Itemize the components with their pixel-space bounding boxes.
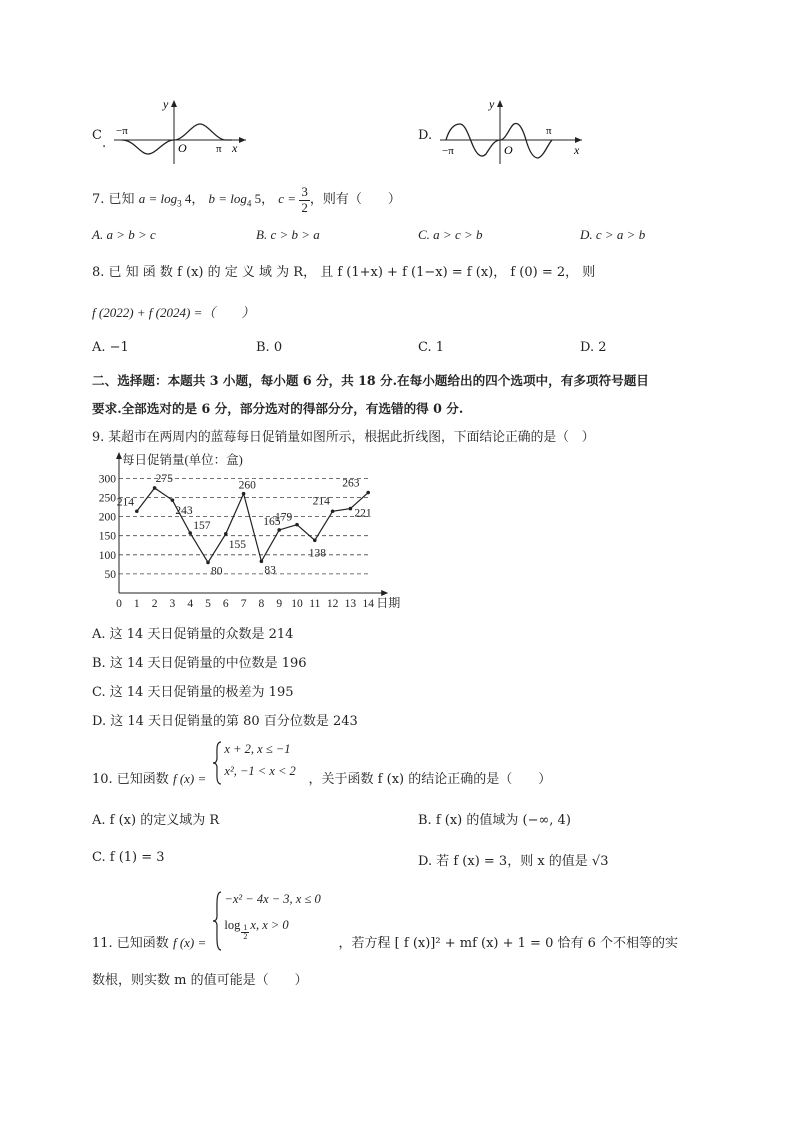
case-1: −x² − 4x − 3, x ≤ 0 [224, 892, 321, 906]
data-label: 80 [211, 565, 223, 578]
q7-option-c[interactable]: C. a > c > b [418, 227, 483, 242]
x-tick-label: 9 [276, 598, 283, 610]
data-point [224, 532, 228, 536]
c-definition: c = $\frac{3}{2}$ [278, 184, 308, 215]
data-point [313, 538, 317, 542]
q8-option-a[interactable]: A. −1 [92, 340, 129, 355]
x-tick-label: 1 [133, 598, 140, 610]
data-label: 165 [263, 515, 281, 528]
case-2: log $\frac{1}{2}$ x, x > 0 [224, 918, 289, 941]
x-tick-label: 7 [240, 598, 247, 610]
q7-option-a[interactable]: A. a > b > c [92, 227, 156, 242]
q10-option-a[interactable]: A. f (x) 的定义域为 R [92, 813, 220, 828]
c-fraction: $\frac{3}{2}$ [301, 184, 308, 215]
q7-prefix: 7. 已知 [92, 192, 135, 207]
data-point [260, 559, 264, 563]
q9-option-d[interactable]: D. 这 14 天日促销量的第 80 百分位数是 243 [92, 714, 358, 729]
origin-label: O [178, 141, 187, 155]
data-label: 263 [342, 477, 360, 490]
x-tick-label: 3 [169, 598, 176, 610]
x-axis-label: x [232, 141, 238, 155]
x-tick-label: 13 [344, 598, 357, 610]
x-tick-label: 5 [205, 598, 211, 610]
x-axis-title: 日期 [376, 596, 401, 610]
data-point [206, 561, 210, 565]
data-point [135, 509, 139, 513]
option-label: C [92, 128, 102, 143]
sine-graph-c [110, 96, 250, 166]
option-dot: . [102, 136, 107, 151]
data-point [349, 507, 353, 511]
x-tick-label: 14 [362, 598, 374, 610]
q9-option-a[interactable]: A. 这 14 天日促销量的众数是 214 [92, 627, 294, 642]
sine-graph-d [436, 96, 586, 166]
data-point [295, 523, 299, 527]
data-label: 214 [312, 495, 330, 508]
y-tick-label: 250 [98, 492, 116, 505]
data-point [242, 492, 246, 496]
data-point [171, 498, 175, 502]
log-base-fraction: $\frac{1}{2}$ [243, 922, 248, 941]
x-axis-label: x [574, 143, 580, 157]
x-tick-label: 10 [291, 598, 303, 610]
data-point [366, 491, 370, 495]
section-heading-line2: 要求.全部选对的是 6 分，部分选对的得部分分，有选错的得 0 分. [92, 401, 464, 416]
pi-label: π [216, 143, 222, 155]
q6-option-c[interactable] [92, 96, 252, 168]
q8-option-c[interactable]: C. 1 [418, 340, 445, 355]
y-tick-label: 100 [98, 549, 116, 562]
y-tick-label: 150 [98, 530, 116, 543]
data-label: 275 [155, 472, 173, 485]
neg-pi-label: −π [442, 145, 454, 157]
data-point [331, 509, 335, 513]
origin-label: O [504, 143, 513, 157]
q7-stem: 7. 已知 $a = \log_3 4$， $b = \log_4 5$， c = $\frac{3}{2}$ ，则有（ ） [92, 184, 401, 215]
chart-title: 每日促销量(单位：盒) [122, 453, 243, 467]
q8-stem-line1: 8. 已 知 函 数 f (x) 的 定 义 域 为 R， 且 f (1+x) + f (1−x) = f (x)， f (0) = 2， 则 [92, 265, 596, 280]
b-definition: $b = \log_4 5$ [208, 191, 262, 209]
case-1: x + 2, x ≤ −1 [224, 742, 291, 756]
option-label: D. [418, 128, 433, 143]
q8-option-d[interactable]: D. 2 [580, 340, 607, 355]
q9-option-b[interactable]: B. 这 14 天日促销量的中位数是 196 [92, 656, 307, 671]
data-label: 243 [175, 505, 193, 518]
x-tick-label: 11 [309, 598, 321, 610]
piecewise-cases [212, 890, 334, 952]
x-tick-label: 6 [222, 598, 229, 610]
data-label: 221 [354, 507, 372, 520]
x-tick-label: 0 [116, 598, 122, 610]
pi-label: π [546, 125, 552, 137]
y-tick-label: 200 [98, 511, 116, 524]
q10-stem: 10. 已知函数 f (x) = x + 2, x ≤ −1 x², −1 < x < 2 ，关于函数 f (x) 的结论正确的是（ ） [92, 742, 552, 787]
q9-option-c[interactable]: C. 这 14 天日促销量的极差为 195 [92, 685, 294, 700]
data-label: 214 [116, 496, 135, 509]
data-point [153, 486, 157, 490]
data-label: 179 [275, 511, 293, 524]
x-tick-label: 4 [187, 598, 194, 610]
data-label: 260 [238, 479, 256, 492]
piecewise-cases [212, 740, 304, 786]
q9-stem: 9. 某超市在两周内的蓝莓每日促销量如图所示，根据此折线图，下面结论正确的是（ ） [92, 430, 595, 445]
q8-option-b[interactable]: B. 0 [256, 340, 283, 355]
q7-option-d[interactable]: D. c > a > b [580, 227, 646, 242]
q10-option-d[interactable]: D. 若 f (x) = 3，则 x 的值是 √3 [418, 854, 609, 869]
sales-line-chart [92, 448, 412, 616]
data-label: 138 [308, 547, 327, 560]
data-point [188, 531, 192, 535]
x-tick-label: 12 [326, 598, 339, 610]
q6-option-d[interactable] [418, 96, 578, 168]
data-label: 157 [193, 520, 211, 533]
q11-stem-line2: 数根，则实数 m 的值可能是（ ） [92, 973, 308, 988]
data-label: 155 [228, 538, 247, 551]
y-axis-label: y [489, 97, 495, 111]
q10-option-b[interactable]: B. f (x) 的值域为 (−∞, 4) [418, 813, 571, 828]
data-label: 83 [264, 564, 276, 577]
section-heading-line1: 二、选择题：本题共 3 小题，每小题 6 分，共 18 分.在每小题给出的四个选项中，有多项符号题目 [92, 373, 649, 388]
a-definition: $a = \log_3 4$ [138, 191, 192, 209]
x-tick-label: 2 [151, 598, 158, 610]
y-axis-label: y [163, 97, 169, 111]
y-tick-label: 300 [98, 473, 116, 486]
q11-stem: 11. 已知函数 f (x) = −x² − 4x − 3, x ≤ 0 log $\frac{1}{2}$ x, x > 0 ，若方程 [ f (x)]² + mf (x) + 1 = 0 恰有 6 个不相等的实 [92, 892, 679, 951]
q10-option-c[interactable]: C. f (1) = 3 [92, 850, 165, 865]
data-point [277, 528, 281, 532]
q7-option-b[interactable]: B. c > b > a [256, 227, 320, 242]
q8-stem-line2: f (2022) + f (2024) =（ ） [92, 305, 255, 320]
y-tick-label: 50 [104, 568, 116, 581]
x-tick-label: 8 [258, 598, 265, 610]
case-2: x², −1 < x < 2 [224, 764, 296, 778]
neg-pi-label: −π [116, 125, 128, 137]
